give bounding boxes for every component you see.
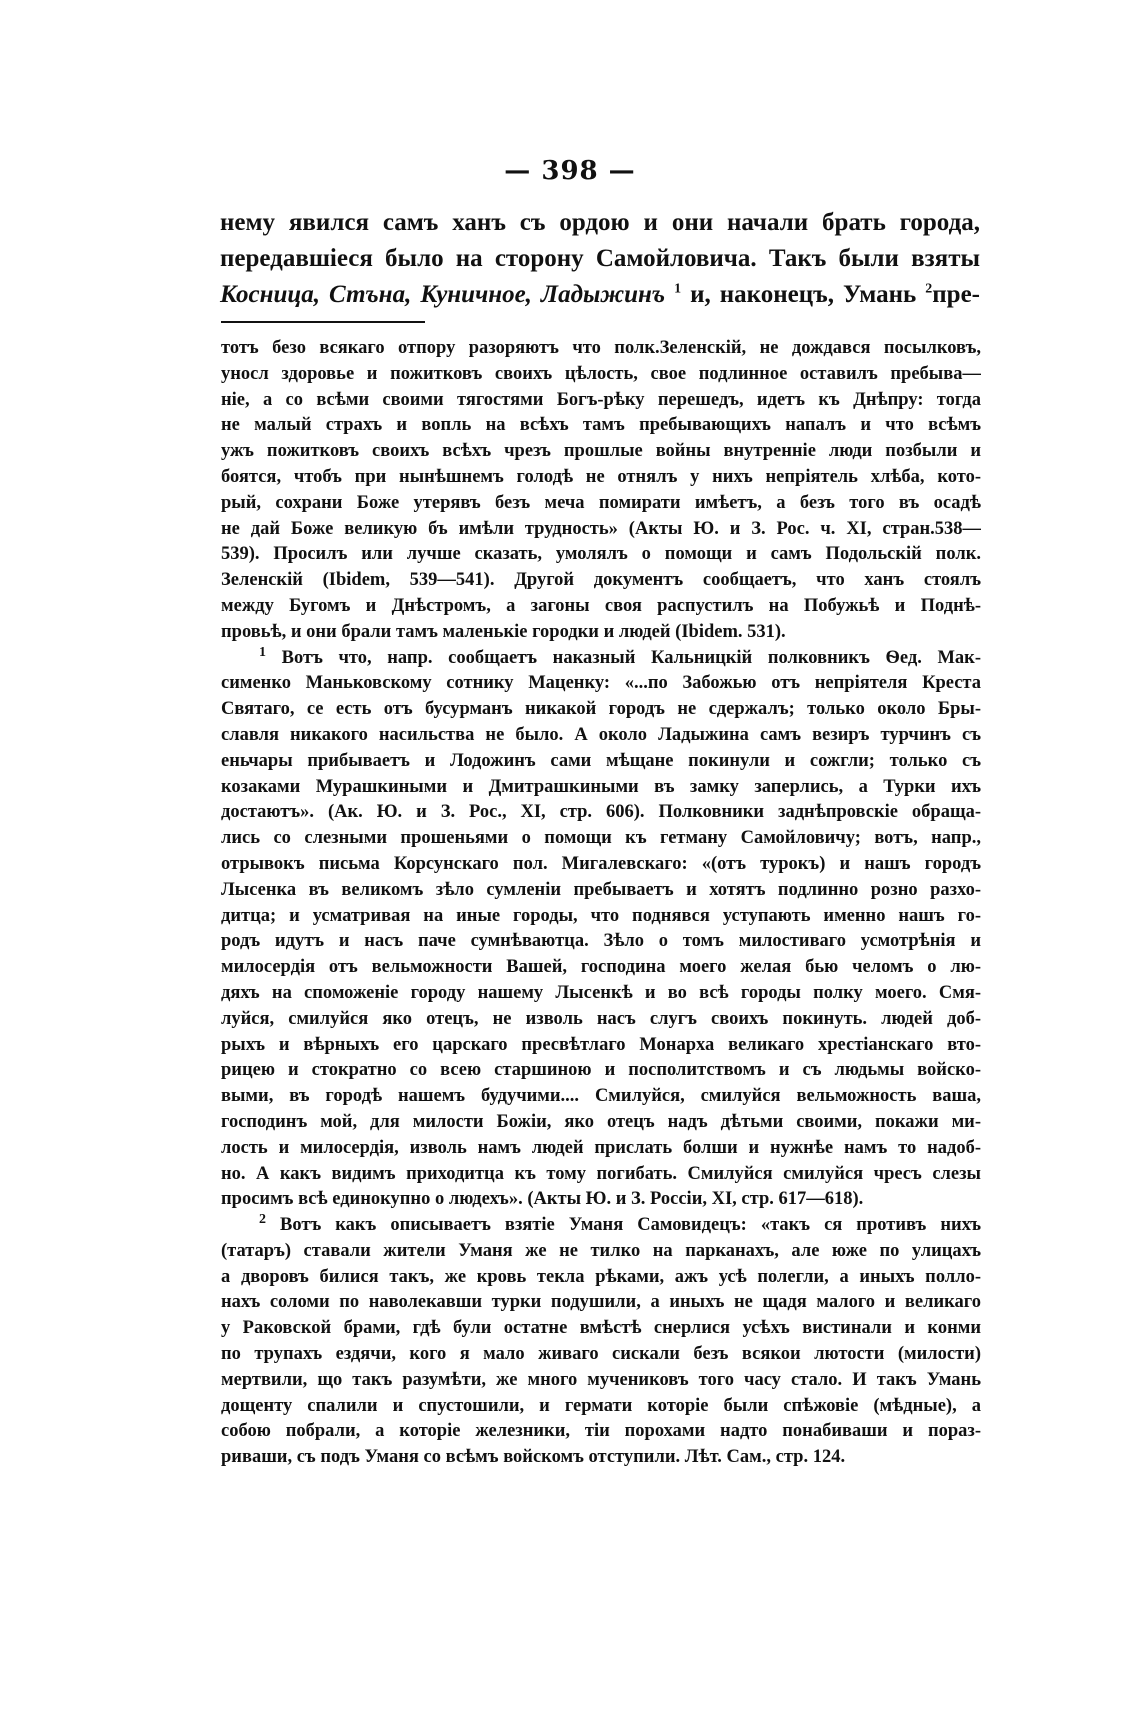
- footnote-line: рицею и стократно со всею старшиною и посполитствомъ и съ людьмы войско-: [221, 1060, 981, 1081]
- footnote-line: рыхъ и вѣрныхъ его царскаго пресвѣтлаго Монарха великаго хрестіанскаго вто-: [221, 1034, 981, 1055]
- footnote-line: еньчары прибываетъ и Лодожинъ сами мѣщане покинули и сожгли; только съ: [221, 750, 981, 771]
- footnote-line: дощенту спалили и спустошили, и гермати которіе были спѣжовіе (мѣдные), а: [221, 1395, 981, 1416]
- footnote-line: лость и милосердія, изволь намъ людей прислать болши и нужнѣе намъ то надоб-: [221, 1137, 981, 1158]
- footnote-line: сименко Маньковскому сотнику Маценку: «...по Забожью отъ непріятеля Креста: [221, 673, 981, 694]
- footnote-line: риваши, съ подъ Уманя со всѣмъ войскомъ отступили. Лѣт. Сам., стр. 124.: [221, 1447, 846, 1468]
- footnote-2: [221, 1213, 981, 1471]
- main-text-segment: пре-: [932, 281, 980, 308]
- footnote-line: а дворовъ билися такъ, же кровь текла рѣками, ажъ усѣ полегли, а иныхъ полло-: [221, 1266, 981, 1287]
- footnote-text: Вотъ какъ описываетъ взятіе Уманя Самовидецъ: «такъ ся противъ нихъ: [266, 1215, 981, 1236]
- main-text-line: [220, 277, 980, 313]
- footnote-line: по трупахъ ездячи, кого я мало живаго сискали безъ всякои лютости (милости): [221, 1344, 981, 1365]
- footnote-line: боятся, чтобъ при нынѣшнемъ голодѣ не отнялъ у нихъ непріятель хлѣба, кото-: [221, 466, 981, 487]
- footnote-line: ніе, а со всѣми своими тягостями Богъ-рѣку перешедъ, идетъ къ Днѣпру: тогда: [221, 389, 981, 410]
- footnote-line: отрывокъ письма Корсунскаго пол. Мигалевскаго: «(отъ турокъ) и нашъ городъ: [221, 853, 981, 874]
- footnote-line: козаками Мурашкиными и Дмитрашкиными въ замку заперлись, а Турки ихъ: [221, 776, 981, 797]
- footnote-line: выми, въ городѣ нашемъ будучими.... Смилуйся, смилуйся вельможность ваша,: [221, 1086, 981, 1107]
- footnote-line: собою побрали, а которіе железники, тіи порохами надто понабиваши и пораз-: [221, 1421, 981, 1442]
- footnote-line: [221, 1213, 981, 1239]
- footnote-ref-1: 1: [674, 281, 682, 297]
- footnote-line: луйся, смилуйся яко отецъ, не изволь насъ слугъ своихъ покинуть. людей доб-: [221, 1008, 981, 1029]
- footnote-line: Святаго, се есть отъ бусурманъ никакой городъ не сдержалъ; только около Бры-: [221, 699, 981, 720]
- main-text-line: передавшіеся было на сторону Самойловича. Такъ были взяты: [220, 245, 980, 272]
- footnote-line: ужъ пожитковъ своихъ всѣхъ чрезъ прошлые войны внутренніе люди позбыли и: [221, 441, 981, 462]
- footnote-line: милосердія отъ вельможности Вашей, господина моего желая бью челомъ о лю-: [221, 957, 981, 978]
- footnote-line: не дай Боже великую бъ имѣли трудность» (Акты Ю. и З. Рос. ч. XI, стран.538—: [221, 518, 981, 539]
- footnote-line: просимъ всѣ единокупно о людехъ». (Акты Ю. и З. Россіи, XI, стр. 617—618).: [221, 1189, 864, 1210]
- footnote-line: достаютъ». (Ак. Ю. и З. Рос., XI, стр. 606). Полковники заднѣпровскіе обраща-: [221, 802, 981, 823]
- footnote-line: уносл здоровье и пожитковъ своихъ цѣлость, свое подлинное оставилъ пребыва—: [221, 363, 981, 384]
- footnote-2-marker: 2: [259, 1213, 266, 1227]
- footnote-line: господинъ мой, для милости Божіи, яко отецъ надъ дѣтьми своими, покажи ми-: [221, 1111, 981, 1132]
- footnote-text: Вотъ что, напр. сообщаетъ наказный Кальницкій полковникъ Ѳед. Мак-: [266, 647, 981, 668]
- footnote-line: между Бугомъ и Днѣстромъ, а загоны своя распустилъ на Побужьѣ и Поднѣ-: [221, 595, 981, 616]
- footnote-line: дяхъ на споможеніе городу нашему Лысенкѣ и во всѣ городы полку моего. Смя-: [221, 982, 981, 1003]
- footnote-separator-rule: [221, 321, 425, 323]
- main-text-segment: и, наконецъ, Умань: [681, 281, 926, 308]
- footnote-continued: [221, 336, 981, 646]
- footnote-line: мертвили, що такъ разумѣти, же много мучениковъ того часу стало. И такъ Умань: [221, 1369, 981, 1390]
- footnote-line: родъ идутъ и насъ паче сумнѣваютца. Зѣло о томъ милостиваго усмотрѣнія и: [221, 931, 981, 952]
- footnote-line: лись со слезными прошеньями о помощи къ гетману Самойловичу; вотъ, напр.,: [221, 828, 981, 849]
- footnote-line: славля никакого насильства не было. А около Ладыжина самъ везиръ турчинъ съ: [221, 724, 981, 745]
- main-text-line: нему явился самъ ханъ съ ордою и они начали брать города,: [220, 209, 980, 236]
- footnote-line: [221, 646, 981, 672]
- footnote-line: Зеленскій (Ibidem, 539—541). Другой документъ сообщаетъ, что ханъ стоялъ: [221, 570, 981, 591]
- footnote-line: 539). Просилъ или лучше сказать, умолялъ о помощи и самъ Подольскій полк.: [221, 544, 981, 565]
- footnote-line: у Раковской брами, гдѣ були остатне вмѣстѣ снерлися усѣхъ вистинали и конми: [221, 1318, 981, 1339]
- footnote-line: нахъ соломи по наволекавши турки подушили, а иныхъ не щадя малого и великаго: [221, 1292, 981, 1313]
- italic-town-names: Косница, Стъна, Куничное, Ладыжинъ: [220, 281, 666, 308]
- footnote-line: (татаръ) ставали жители Уманя же не тилко на парканахъ, але юже по улицахъ: [221, 1240, 981, 1261]
- footnotes-block: [221, 336, 981, 1471]
- footnote-line: рый, сохрани Боже утерявъ безъ меча помирати имѣетъ, а безъ того въ осадѣ: [221, 492, 981, 513]
- main-text: [220, 205, 980, 313]
- footnote-1-marker: 1: [259, 645, 266, 660]
- footnote-line: тотъ безо всякаго отпору разоряютъ что полк.Зеленскій, не дождався посылковъ,: [221, 338, 981, 358]
- footnote-line: провьѣ, и они брали тамъ маленькіе городки и людей (Ibidem. 531).: [221, 621, 786, 642]
- page-number: — 398 —: [504, 156, 636, 186]
- footnote-1: [221, 646, 981, 1214]
- footnote-ref-2: 2: [925, 281, 933, 297]
- footnote-line: дитца; и усматривая на иные городы, что поднявся уступають именно нашъ го-: [221, 905, 981, 926]
- footnote-line: но. А какъ видимъ приходитца къ тому погибать. Смилуйся смилуйся чресъ слезы: [221, 1163, 981, 1184]
- footnote-line: Лысенка въ великомъ зѣло сумленіи пребываетъ и хотятъ подлинно розно разхо-: [221, 879, 981, 900]
- footnote-line: не малый страхъ и вопль на всѣхъ тамъ пребывающихъ напалъ и что всѣмъ: [221, 415, 981, 436]
